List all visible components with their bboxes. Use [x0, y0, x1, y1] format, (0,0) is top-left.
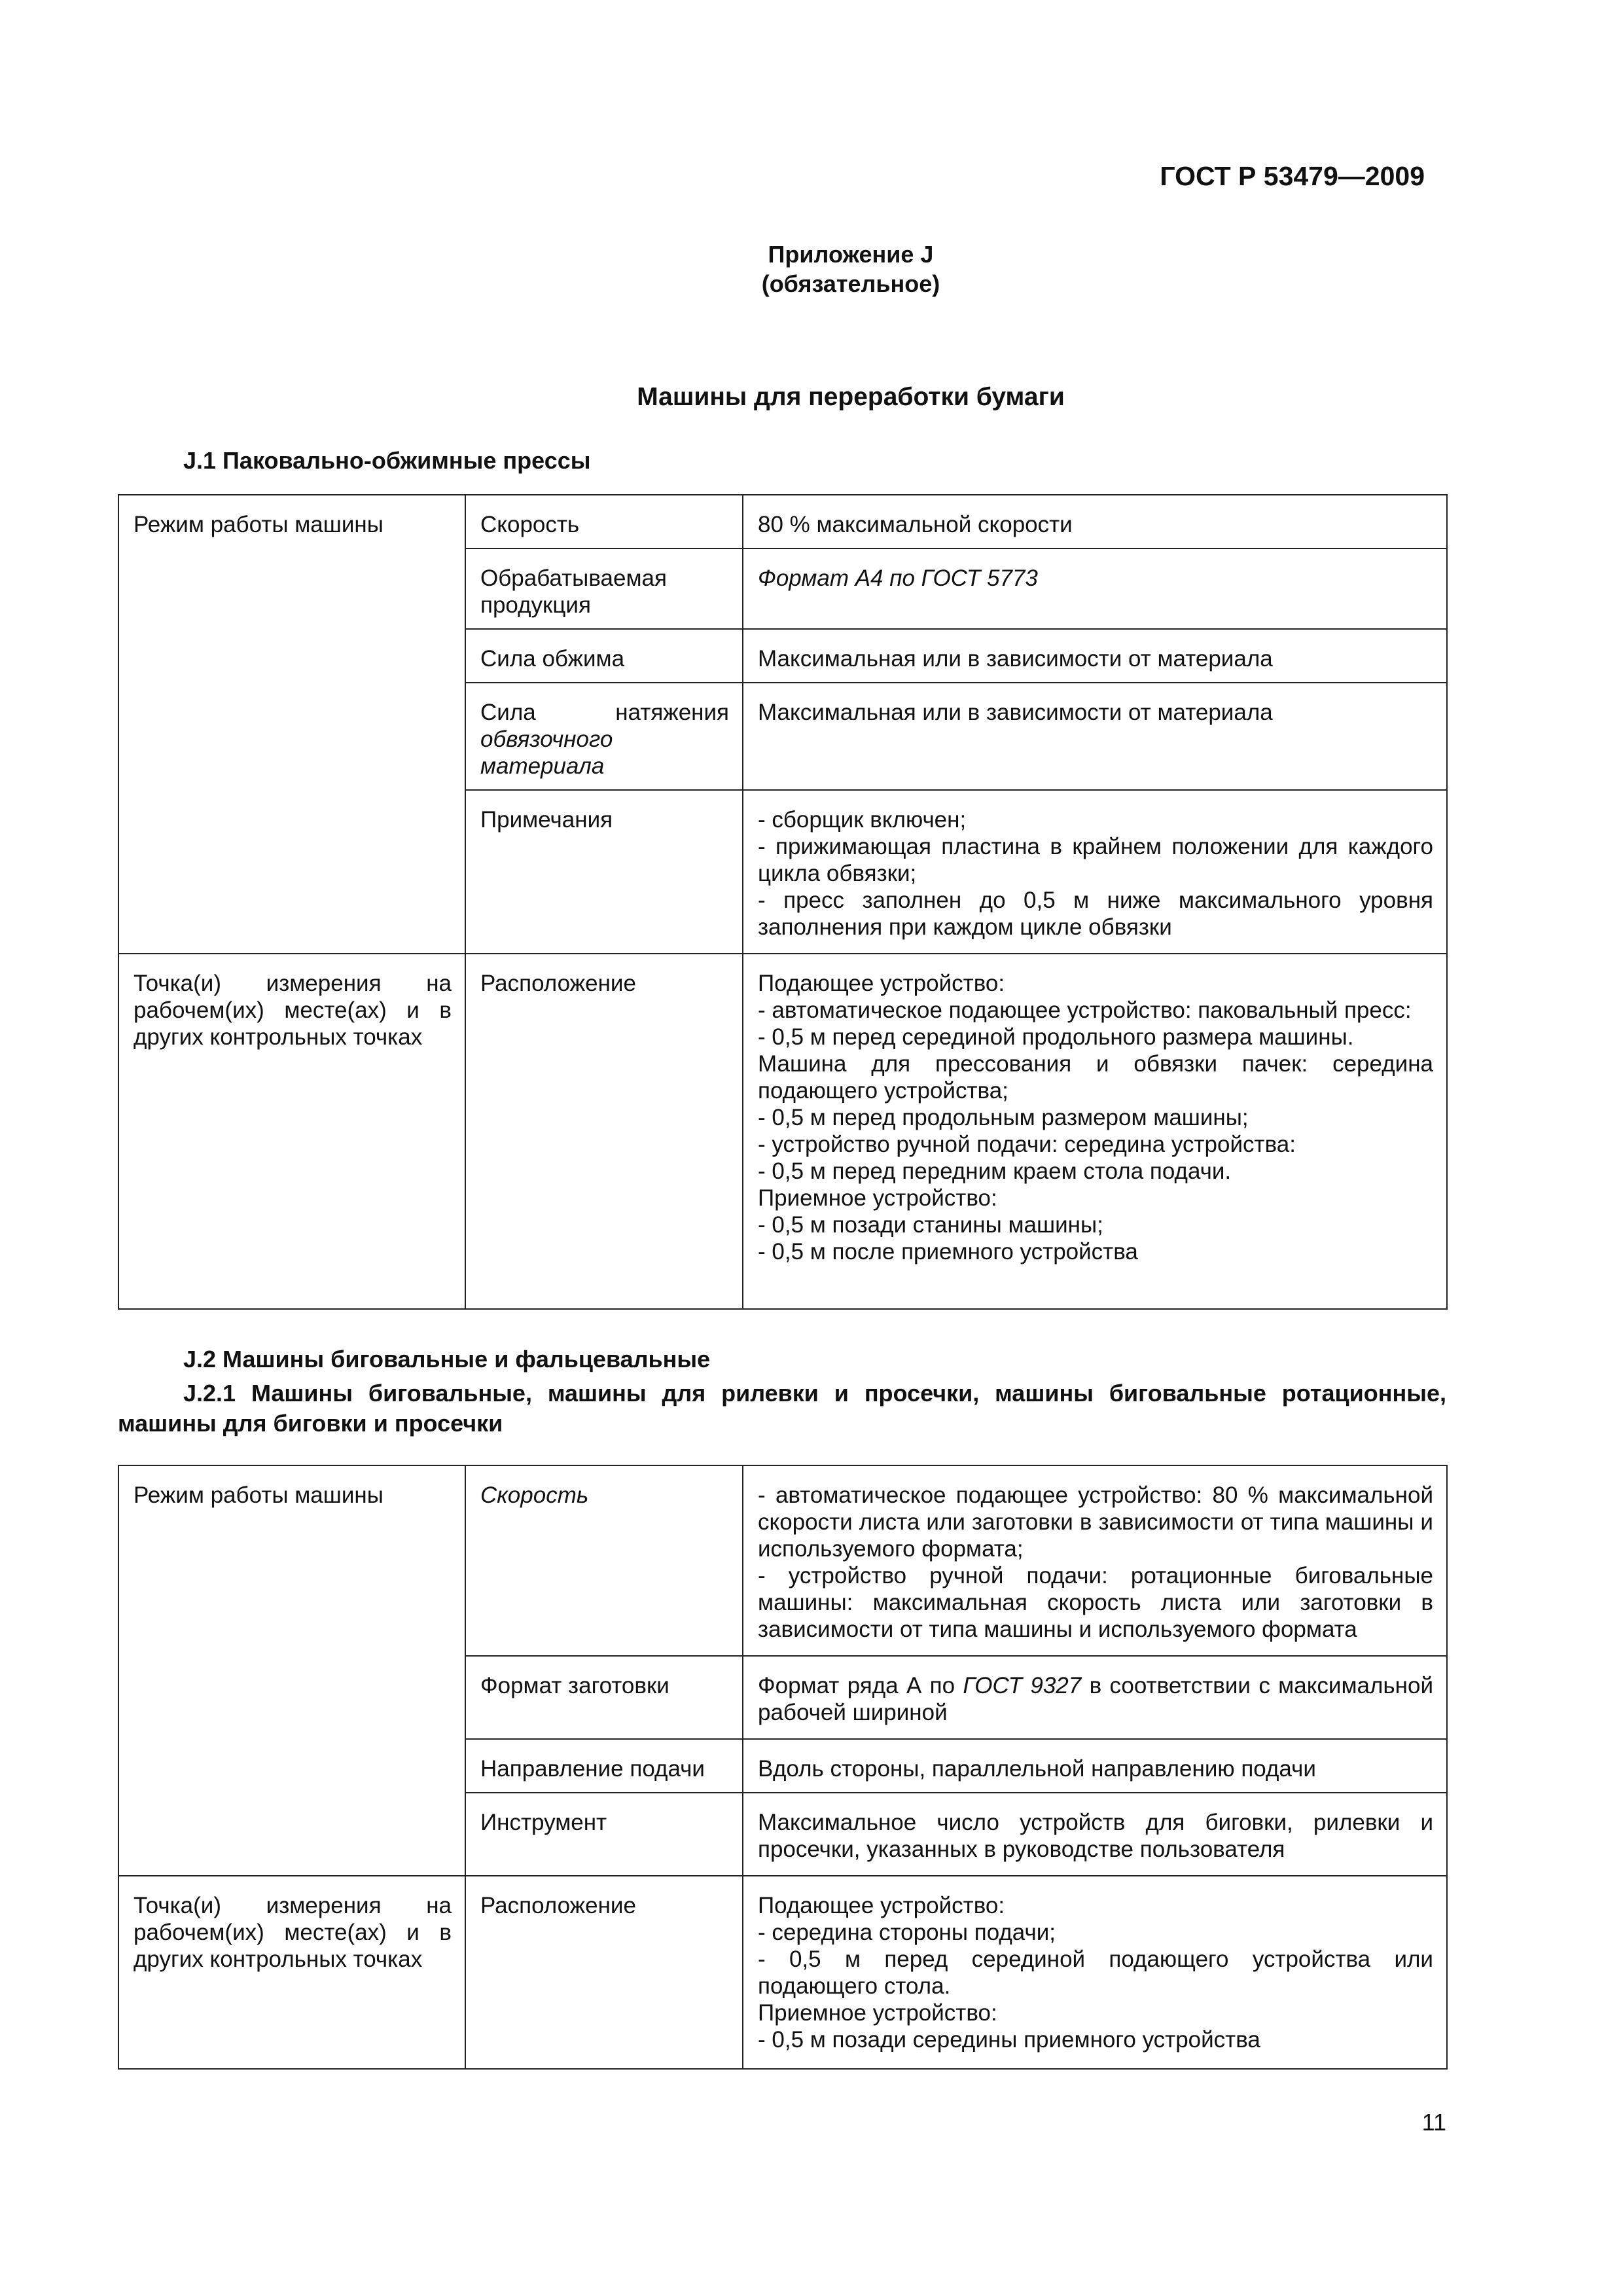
- note-line: - прижимающая пластина в крайнем положении для каждого цикла обвязки;: [758, 834, 1433, 886]
- location-line: - устройство ручной подачи: середина устройства:: [758, 1132, 1296, 1157]
- appendix-title: Приложение J: [768, 241, 934, 268]
- param-cell: [465, 790, 743, 954]
- param-cell: [465, 495, 743, 548]
- table-row: [118, 495, 1447, 548]
- location-line: Машина для прессования и обвязки пачек: середина подающего устройства;: [758, 1051, 1433, 1103]
- location-line: Подающее устройство:: [758, 1893, 1005, 1918]
- section-j21-heading: J.2.1 Машины биговальные, машины для рилевки и просечки, машины биговальные ротационные, машины для биговки и просечки: [118, 1380, 1446, 1437]
- param-speed: Скорость: [480, 1482, 589, 1508]
- param-cell: [465, 1876, 743, 2069]
- mode-label-cell: [118, 495, 465, 954]
- param-feed-direction: Направление подачи: [480, 1756, 705, 1782]
- mode-label-cell: [118, 1465, 465, 1876]
- note-line: - пресс заполнен до 0,5 м ниже максимального уровня заполнения при каждом цикле обвязки: [758, 888, 1433, 940]
- appendix-heading: [0, 240, 1623, 298]
- page-number: 11: [1421, 2109, 1446, 2136]
- mode-label: Режим работы машины: [134, 1482, 383, 1508]
- value-cell: [743, 629, 1447, 683]
- mode-label: Режим работы машины: [134, 512, 383, 537]
- location-line: - 0,5 м позади середины приемного устройства: [758, 2027, 1260, 2053]
- value-speed: 80 % максимальной скорости: [758, 512, 1073, 537]
- value-cell: [743, 1656, 1447, 1739]
- speed-line: - устройство ручной подачи: ротационные биговальные машины: максимальная скорость листа или заготовки в зависимости от типа машины и используемого формата: [758, 1563, 1433, 1642]
- location-line: Подающее устройство:: [758, 971, 1005, 996]
- value-blank-format-post: в соответствии с максимальной рабочей шириной: [758, 1673, 1433, 1725]
- table-j21: [118, 1465, 1448, 2070]
- location-line: - автоматическое подающее устройство: паковальный пресс:: [758, 997, 1412, 1023]
- value-tension: Максимальная или в зависимости от материала: [758, 700, 1273, 725]
- param-location: Расположение: [480, 971, 636, 996]
- appendix-subtitle: (обязательное): [761, 270, 940, 297]
- param-cell: [465, 1793, 743, 1876]
- table-row: [118, 1465, 1447, 1656]
- section-j2-heading: J.2 Машины биговальные и фальцевальные: [183, 1346, 711, 1372]
- param-cell: [465, 683, 743, 790]
- value-cell: [743, 790, 1447, 954]
- param-cell: [465, 629, 743, 683]
- value-crimp-force: Максимальная или в зависимости от материала: [758, 646, 1273, 672]
- value-cell: [743, 683, 1447, 790]
- standard-number: ГОСТ Р 53479—2009: [1160, 161, 1425, 191]
- param-cell: [465, 548, 743, 629]
- location-line: - середина стороны подачи;: [758, 1920, 1056, 1945]
- table-j1: [118, 494, 1448, 1310]
- location-line: - 0,5 м перед серединой продольного размера машины.: [758, 1024, 1354, 1050]
- value-tool: Максимальное число устройств для биговки, рилевки и просечки, указанных в руководстве пользователя: [758, 1810, 1433, 1862]
- value-blank-format-pre: Формат ряда А по: [758, 1673, 963, 1698]
- param-cell: [465, 1739, 743, 1793]
- value-cell: [743, 1876, 1447, 2069]
- table-row: [118, 1876, 1447, 2069]
- location-line: Приемное устройство:: [758, 1185, 997, 1211]
- section-j1-heading: J.1 Паковально-обжимные прессы: [183, 447, 591, 474]
- param-cell: [465, 954, 743, 1309]
- location-line: - 0,5 м перед продольным размером машины;: [758, 1105, 1249, 1130]
- value-cell: [743, 954, 1447, 1309]
- location-line: - 0,5 м позади станины машины;: [758, 1212, 1103, 1238]
- param-blank-format: Формат заготовки: [480, 1673, 669, 1698]
- param-speed: Скорость: [480, 512, 580, 537]
- param-tension-italic: обвязочного материала: [480, 726, 613, 779]
- param-crimp-force: Сила обжима: [480, 646, 625, 672]
- point-label-cell: [118, 954, 465, 1309]
- value-cell: [743, 495, 1447, 548]
- param-tension-plain: Сила натяжения: [480, 700, 729, 725]
- location-line: Приемное устройство:: [758, 2000, 997, 2026]
- param-tool: Инструмент: [480, 1810, 607, 1835]
- value-feed-direction: Вдоль стороны, параллельной направлению подачи: [758, 1756, 1316, 1782]
- value-cell: [743, 1465, 1447, 1656]
- value-blank-format-std: ГОСТ 9327: [963, 1673, 1082, 1698]
- point-label: Точка(и) измерения на рабочем(их) месте(ах) и в других контрольных точках: [134, 1893, 452, 1972]
- value-cell: [743, 1793, 1447, 1876]
- table-row: [118, 954, 1447, 1309]
- location-line: - 0,5 м перед передним краем стола подачи.: [758, 1158, 1232, 1184]
- value-product: Формат А4 по ГОСТ 5773: [758, 565, 1038, 591]
- param-notes: Примечания: [480, 807, 613, 833]
- speed-line: - автоматическое подающее устройство: 80 % максимальной скорости листа или заготовки в зависимости от типа машины и используемого формата;: [758, 1482, 1433, 1562]
- param-cell: [465, 1656, 743, 1739]
- value-cell: [743, 1739, 1447, 1793]
- param-product: Обрабатываемая продукция: [480, 565, 667, 618]
- param-cell: [465, 1465, 743, 1656]
- location-line: - 0,5 м перед серединой подающего устройства или подающего стола.: [758, 1946, 1433, 1999]
- value-cell: [743, 548, 1447, 629]
- param-location: Расположение: [480, 1893, 636, 1918]
- location-line: - 0,5 м после приемного устройства: [758, 1239, 1138, 1265]
- point-label-cell: [118, 1876, 465, 2069]
- note-line: - сборщик включен;: [758, 807, 967, 833]
- point-label: Точка(и) измерения на рабочем(их) месте(ах) и в других контрольных точках: [134, 971, 452, 1050]
- main-title: Машины для переработки бумаги: [637, 383, 1065, 411]
